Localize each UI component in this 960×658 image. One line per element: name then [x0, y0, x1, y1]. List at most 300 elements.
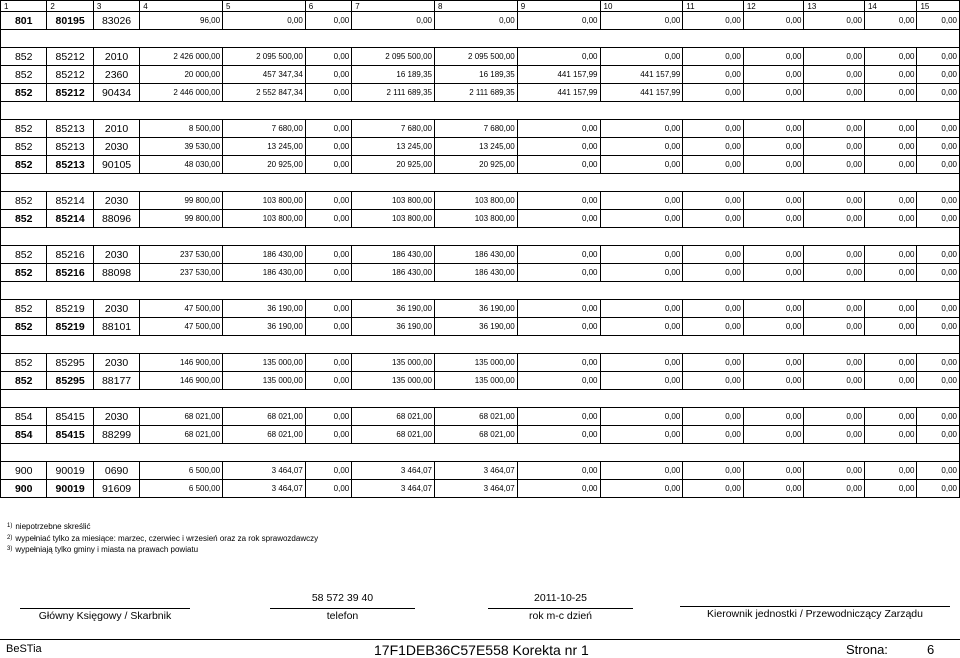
table-cell: 13 245,00: [223, 138, 306, 156]
spacer-cell: [1, 282, 960, 300]
table-cell: 852: [1, 210, 47, 228]
column-number: 13: [804, 1, 865, 12]
table-cell: 0,00: [517, 354, 600, 372]
table-cell: 0,00: [517, 318, 600, 336]
table-cell: 0,00: [804, 66, 865, 84]
table-cell: 85212: [47, 66, 93, 84]
subtotal-row: [1, 12, 960, 30]
table-cell: 0,00: [804, 192, 865, 210]
table-cell: 85415: [47, 408, 93, 426]
table-cell: 36 190,00: [223, 300, 306, 318]
table-cell: 135 000,00: [352, 372, 435, 390]
signature-phone: [270, 592, 415, 622]
table-cell: 186 430,00: [352, 246, 435, 264]
table-cell: 900: [1, 480, 47, 498]
table-cell: 0,00: [804, 264, 865, 282]
table-cell: 0,00: [917, 264, 960, 282]
table-cell: 0,00: [917, 462, 960, 480]
page-number: 6: [927, 642, 935, 657]
table-cell: 0,00: [804, 372, 865, 390]
table-cell: 0,00: [517, 372, 600, 390]
table-cell: 85214: [47, 210, 93, 228]
table-cell: 852: [1, 264, 47, 282]
table-cell: 0,00: [804, 300, 865, 318]
table-cell: 0,00: [804, 426, 865, 444]
table-cell: 0,00: [683, 264, 744, 282]
table-cell: 852: [1, 192, 47, 210]
table-row: [1, 300, 960, 318]
table-cell: 103 800,00: [223, 210, 306, 228]
table-cell: 0,00: [600, 48, 683, 66]
table-cell: 0,00: [517, 156, 600, 174]
table-cell: 0,00: [683, 210, 744, 228]
table-cell: 0,00: [804, 408, 865, 426]
spacer-cell: [1, 390, 960, 408]
date-value: 2011-10-25: [534, 592, 587, 604]
signature-head-label: Kierownik jednostki / Przewodniczący Zarządu: [707, 608, 923, 620]
signature-date: [488, 592, 633, 622]
table-cell: 103 800,00: [352, 192, 435, 210]
bottom-divider: [0, 639, 960, 640]
table-cell: 0,00: [600, 156, 683, 174]
table-cell: 0,00: [804, 318, 865, 336]
column-number: 14: [864, 1, 916, 12]
table-cell: 900: [1, 462, 47, 480]
table-cell: 16 189,35: [352, 66, 435, 84]
subtotal-row: [1, 210, 960, 228]
table-cell: 0,00: [864, 66, 916, 84]
table-cell: 441 157,99: [600, 66, 683, 84]
subtotal-row: [1, 426, 960, 444]
table-cell: 854: [1, 408, 47, 426]
table-cell: 0,00: [305, 156, 351, 174]
table-cell: 47 500,00: [140, 300, 223, 318]
table-cell: 0,00: [683, 192, 744, 210]
table-cell: 0,00: [804, 12, 865, 30]
table-cell: 2030: [93, 138, 139, 156]
table-cell: 0,00: [864, 138, 916, 156]
table-cell: 0,00: [864, 156, 916, 174]
table-cell: 0,00: [305, 462, 351, 480]
table-cell: 0,00: [743, 12, 804, 30]
table-cell: 0,00: [743, 372, 804, 390]
table-cell: 3 464,07: [434, 480, 517, 498]
table-cell: 90105: [93, 156, 139, 174]
table-cell: 0,00: [743, 300, 804, 318]
table-cell: 0,00: [683, 300, 744, 318]
table-cell: 0,00: [683, 318, 744, 336]
table-cell: 0,00: [917, 372, 960, 390]
column-number: 2: [47, 1, 93, 12]
table-cell: 0,00: [804, 138, 865, 156]
subtotal-row: [1, 480, 960, 498]
table-cell: 68 021,00: [140, 408, 223, 426]
subtotal-row: [1, 156, 960, 174]
table-cell: 0,00: [305, 210, 351, 228]
table-cell: 0,00: [743, 192, 804, 210]
table-cell: 0,00: [517, 48, 600, 66]
table-cell: 0,00: [517, 12, 600, 30]
app-name: BeSTia: [6, 643, 42, 655]
table-cell: 0,00: [600, 462, 683, 480]
column-number: 6: [305, 1, 351, 12]
table-cell: 0,00: [683, 426, 744, 444]
spacer-cell: [1, 228, 960, 246]
table-cell: 47 500,00: [140, 318, 223, 336]
table-cell: 441 157,99: [517, 66, 600, 84]
table-cell: 0,00: [743, 462, 804, 480]
table-cell: 0,00: [917, 84, 960, 102]
table-cell: 99 800,00: [140, 210, 223, 228]
table-cell: 441 157,99: [517, 84, 600, 102]
table-cell: 0,00: [600, 264, 683, 282]
table-cell: 0,00: [517, 426, 600, 444]
table-cell: 852: [1, 354, 47, 372]
table-cell: 20 000,00: [140, 66, 223, 84]
table-cell: 0,00: [305, 480, 351, 498]
column-number: 12: [743, 1, 804, 12]
table-cell: 0,00: [804, 462, 865, 480]
table-cell: 0,00: [305, 120, 351, 138]
table-cell: 90019: [47, 480, 93, 498]
table-cell: 39 530,00: [140, 138, 223, 156]
column-number: 11: [683, 1, 744, 12]
table-cell: 2 426 000,00: [140, 48, 223, 66]
table-cell: 2 095 500,00: [352, 48, 435, 66]
table-cell: 0,00: [223, 12, 306, 30]
column-number-row: [1, 1, 960, 12]
table-cell: 186 430,00: [434, 246, 517, 264]
table-cell: 0,00: [917, 210, 960, 228]
table-cell: 90019: [47, 462, 93, 480]
table-cell: 0,00: [804, 246, 865, 264]
table-cell: 103 800,00: [434, 210, 517, 228]
table-cell: 0,00: [917, 192, 960, 210]
table-cell: 36 190,00: [352, 300, 435, 318]
table-cell: 6 500,00: [140, 462, 223, 480]
table-cell: 852: [1, 300, 47, 318]
phone-label: telefon: [326, 610, 359, 622]
table-cell: 85216: [47, 246, 93, 264]
table-cell: 0,00: [804, 120, 865, 138]
table-cell: 7 680,00: [434, 120, 517, 138]
table-cell: 0,00: [517, 246, 600, 264]
table-cell: 0690: [93, 462, 139, 480]
table-cell: 7 680,00: [352, 120, 435, 138]
table-cell: 0,00: [683, 48, 744, 66]
table-cell: 88098: [93, 264, 139, 282]
table-cell: 0,00: [917, 48, 960, 66]
table-cell: 0,00: [600, 138, 683, 156]
table-cell: 0,00: [804, 480, 865, 498]
table-row: [1, 48, 960, 66]
table-cell: 0,00: [917, 408, 960, 426]
table-cell: 237 530,00: [140, 264, 223, 282]
table-cell: 0,00: [683, 462, 744, 480]
table-cell: 36 190,00: [434, 300, 517, 318]
spacer-cell: [1, 174, 960, 192]
table-cell: 0,00: [917, 120, 960, 138]
table-cell: 135 000,00: [223, 354, 306, 372]
table-cell: 0,00: [600, 12, 683, 30]
table-cell: 16 189,35: [434, 66, 517, 84]
column-number: 4: [140, 1, 223, 12]
table-cell: 852: [1, 318, 47, 336]
table-cell: 0,00: [517, 408, 600, 426]
table-cell: 3 464,07: [434, 462, 517, 480]
table-cell: 0,00: [305, 48, 351, 66]
table-row: [1, 462, 960, 480]
table-cell: 852: [1, 120, 47, 138]
table-cell: 36 190,00: [223, 318, 306, 336]
subtotal-row: [1, 372, 960, 390]
table-cell: 0,00: [683, 120, 744, 138]
table-cell: 103 800,00: [352, 210, 435, 228]
table-cell: 0,00: [743, 66, 804, 84]
table-cell: 0,00: [683, 354, 744, 372]
footnotes: [7, 521, 318, 556]
table-cell: 0,00: [305, 66, 351, 84]
table-cell: 0,00: [517, 192, 600, 210]
table-cell: 0,00: [743, 408, 804, 426]
document-code: 17F1DEB36C57E558 Korekta nr 1: [374, 642, 589, 658]
spacer-cell: [1, 102, 960, 120]
table-cell: 48 030,00: [140, 156, 223, 174]
column-number: 9: [517, 1, 600, 12]
table-cell: 0,00: [352, 12, 435, 30]
table-cell: 20 925,00: [434, 156, 517, 174]
table-cell: 852: [1, 48, 47, 66]
table-cell: 0,00: [600, 408, 683, 426]
table-cell: 135 000,00: [434, 354, 517, 372]
column-number: 8: [434, 1, 517, 12]
table-cell: 0,00: [305, 246, 351, 264]
table-cell: 0,00: [517, 264, 600, 282]
table-cell: 6 500,00: [140, 480, 223, 498]
table-cell: 0,00: [917, 12, 960, 30]
table-cell: 146 900,00: [140, 372, 223, 390]
table-cell: 0,00: [864, 318, 916, 336]
table-cell: 0,00: [917, 300, 960, 318]
table-cell: 68 021,00: [434, 408, 517, 426]
table-cell: 96,00: [140, 12, 223, 30]
table-cell: 0,00: [743, 246, 804, 264]
table-cell: 85216: [47, 264, 93, 282]
table-cell: 801: [1, 12, 47, 30]
table-cell: 0,00: [864, 246, 916, 264]
table-cell: 0,00: [917, 66, 960, 84]
spacer-row: [1, 336, 960, 354]
spacer-cell: [1, 336, 960, 354]
table-row: [1, 138, 960, 156]
table-cell: 0,00: [517, 300, 600, 318]
table-cell: 2 446 000,00: [140, 84, 223, 102]
footnote-3: $^{3)}$ wypełniają tylko gminy i miasta na prawach powiatu: [7, 545, 199, 554]
table-cell: 0,00: [600, 318, 683, 336]
table-cell: 36 190,00: [352, 318, 435, 336]
footnote-1: $^{1)}$ niepotrzebne skreślić: [7, 522, 91, 531]
page-label: Strona:: [846, 642, 888, 657]
table-cell: 852: [1, 246, 47, 264]
table-cell: 0,00: [305, 318, 351, 336]
table-cell: 0,00: [743, 210, 804, 228]
table-cell: 0,00: [517, 120, 600, 138]
table-cell: 85219: [47, 300, 93, 318]
subtotal-row: [1, 84, 960, 102]
table-cell: 186 430,00: [223, 264, 306, 282]
table-cell: 0,00: [600, 426, 683, 444]
table-cell: 68 021,00: [434, 426, 517, 444]
table-cell: 85214: [47, 192, 93, 210]
table-cell: 0,00: [683, 246, 744, 264]
footnote-2: $^{2)}$ wypełniać tylko za miesiące: marzec, czerwiec i wrzesień oraz za rok sprawozdawczy: [7, 533, 319, 543]
subtotal-row: [1, 318, 960, 336]
table-cell: 2030: [93, 300, 139, 318]
table-cell: 0,00: [804, 156, 865, 174]
table-cell: 0,00: [864, 210, 916, 228]
table-cell: 2010: [93, 48, 139, 66]
table-cell: 852: [1, 66, 47, 84]
table-cell: 0,00: [305, 426, 351, 444]
spacer-row: [1, 228, 960, 246]
table-cell: 2360: [93, 66, 139, 84]
table-cell: 85213: [47, 120, 93, 138]
table-cell: 146 900,00: [140, 354, 223, 372]
table-cell: 85212: [47, 84, 93, 102]
table-cell: 0,00: [305, 138, 351, 156]
table-cell: 3 464,07: [352, 462, 435, 480]
subtotal-row: [1, 264, 960, 282]
table-cell: 0,00: [804, 48, 865, 66]
table-cell: 2030: [93, 246, 139, 264]
table-cell: 0,00: [517, 462, 600, 480]
table-cell: 7 680,00: [223, 120, 306, 138]
table-cell: 0,00: [864, 264, 916, 282]
table-cell: 8 500,00: [140, 120, 223, 138]
table-cell: 0,00: [743, 318, 804, 336]
table-cell: 0,00: [917, 318, 960, 336]
table-cell: 13 245,00: [434, 138, 517, 156]
table-cell: 0,00: [683, 12, 744, 30]
spacer-cell: [1, 30, 960, 48]
table-cell: 88101: [93, 318, 139, 336]
table-cell: 85295: [47, 354, 93, 372]
column-number: 5: [223, 1, 306, 12]
spacer-row: [1, 102, 960, 120]
table-cell: 0,00: [864, 84, 916, 102]
table-cell: 68 021,00: [223, 408, 306, 426]
table-cell: 80195: [47, 12, 93, 30]
table-cell: 88299: [93, 426, 139, 444]
table-cell: 85213: [47, 156, 93, 174]
table-cell: 0,00: [743, 120, 804, 138]
table-cell: 852: [1, 156, 47, 174]
table-cell: 0,00: [917, 480, 960, 498]
table-cell: 0,00: [917, 138, 960, 156]
table-cell: 0,00: [917, 354, 960, 372]
table-cell: 3 464,07: [223, 480, 306, 498]
table-cell: 186 430,00: [352, 264, 435, 282]
table-cell: 0,00: [917, 246, 960, 264]
table-cell: 0,00: [864, 462, 916, 480]
table-row: [1, 408, 960, 426]
table-cell: 85213: [47, 138, 93, 156]
table-cell: 2 111 689,35: [352, 84, 435, 102]
table-cell: 0,00: [804, 210, 865, 228]
column-number: 1: [1, 1, 47, 12]
table-cell: 0,00: [600, 192, 683, 210]
table-cell: 0,00: [864, 120, 916, 138]
table-cell: 68 021,00: [352, 408, 435, 426]
table-row: [1, 66, 960, 84]
table-cell: 90434: [93, 84, 139, 102]
table-cell: 2030: [93, 408, 139, 426]
table-cell: 88096: [93, 210, 139, 228]
table-cell: 68 021,00: [352, 426, 435, 444]
table-cell: 0,00: [743, 354, 804, 372]
table-row: [1, 120, 960, 138]
table-cell: 0,00: [683, 84, 744, 102]
table-cell: 2010: [93, 120, 139, 138]
table-cell: 0,00: [600, 210, 683, 228]
table-cell: 0,00: [305, 300, 351, 318]
table-cell: 0,00: [864, 12, 916, 30]
spacer-cell: [1, 444, 960, 462]
table-cell: 68 021,00: [223, 426, 306, 444]
table-cell: 0,00: [600, 246, 683, 264]
table-cell: 0,00: [305, 372, 351, 390]
table-cell: 0,00: [305, 354, 351, 372]
table-cell: 0,00: [305, 84, 351, 102]
table-cell: 0,00: [743, 138, 804, 156]
spacer-row: [1, 282, 960, 300]
table-cell: 0,00: [434, 12, 517, 30]
spacer-row: [1, 174, 960, 192]
table-cell: 0,00: [683, 408, 744, 426]
table-cell: 85212: [47, 48, 93, 66]
table-cell: 0,00: [864, 48, 916, 66]
table-cell: 20 925,00: [223, 156, 306, 174]
table-cell: 0,00: [804, 84, 865, 102]
table-cell: 457 347,34: [223, 66, 306, 84]
column-number: 7: [352, 1, 435, 12]
table-cell: 0,00: [683, 372, 744, 390]
table-cell: 441 157,99: [600, 84, 683, 102]
column-number: 3: [93, 1, 139, 12]
table-cell: 68 021,00: [140, 426, 223, 444]
table-cell: 0,00: [743, 48, 804, 66]
table-cell: 3 464,07: [223, 462, 306, 480]
table-cell: 0,00: [600, 480, 683, 498]
column-number: 10: [600, 1, 683, 12]
column-number: 15: [917, 1, 960, 12]
table-cell: 0,00: [600, 354, 683, 372]
table-cell: 852: [1, 138, 47, 156]
table-cell: 186 430,00: [434, 264, 517, 282]
table-cell: 85219: [47, 318, 93, 336]
table-cell: 0,00: [743, 156, 804, 174]
table-cell: 0,00: [804, 354, 865, 372]
table-row: [1, 354, 960, 372]
table-cell: 0,00: [683, 66, 744, 84]
table-cell: 88177: [93, 372, 139, 390]
table-cell: 0,00: [864, 300, 916, 318]
table-cell: 2030: [93, 354, 139, 372]
table-cell: 20 925,00: [352, 156, 435, 174]
table-cell: 85415: [47, 426, 93, 444]
table-cell: 0,00: [864, 426, 916, 444]
signature-head: [680, 590, 950, 620]
